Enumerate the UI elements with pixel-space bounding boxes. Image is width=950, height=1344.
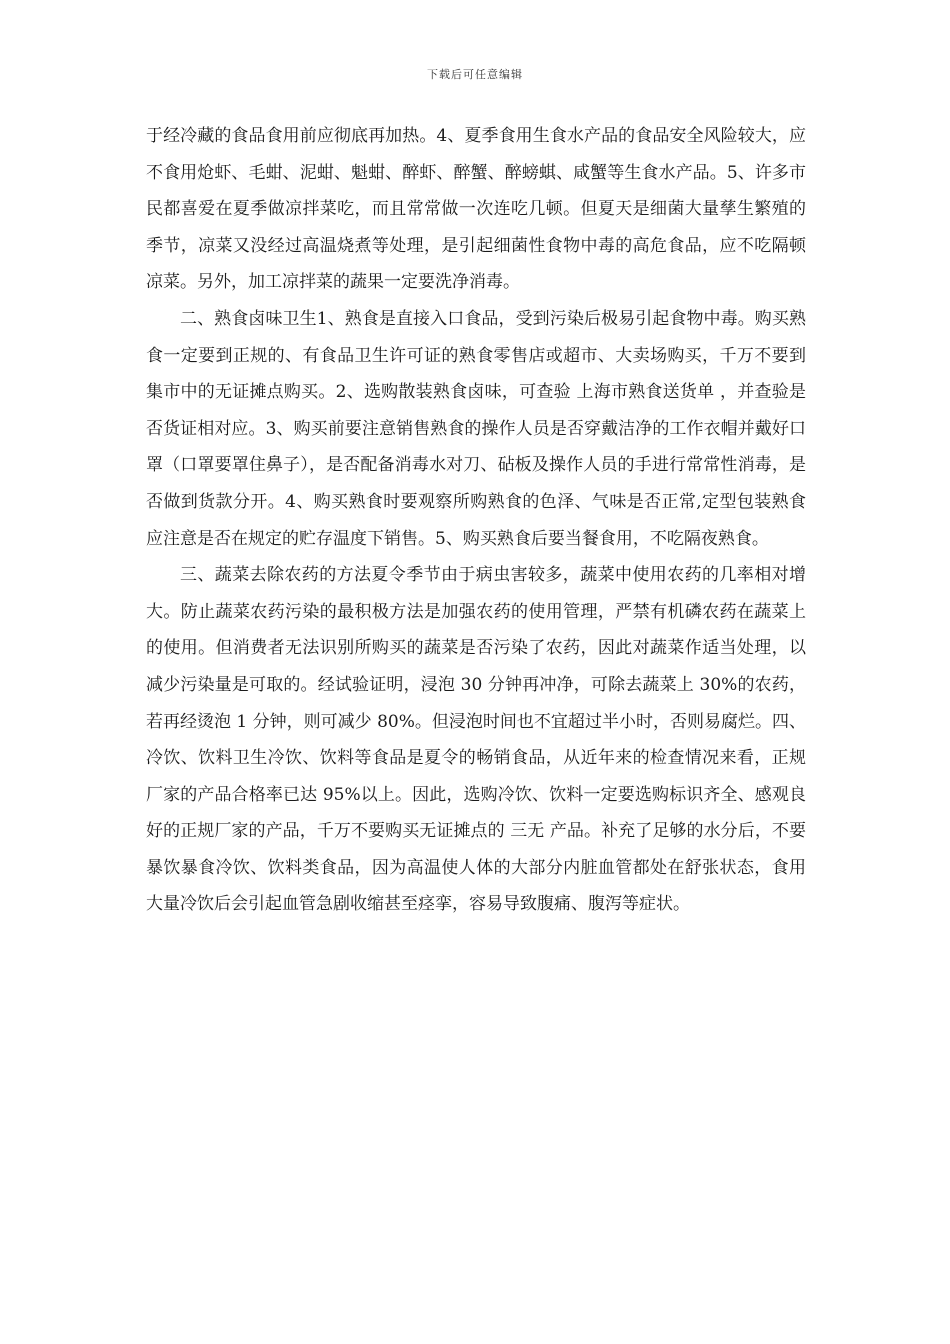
paragraph-vegetable-pesticide: 三、蔬菜去除农药的方法夏令季节由于病虫害较多，蔬菜中使用农药的几率相对增大。防止蔬菜农药污染的最积极方法是加强农药的使用管理，严禁有机磷农药在蔬菜上的使用。但消费者无法识别所购买的蔬菜是否污染了农药，因此对蔬菜作适当处理，以减少污染量是可取的。经试验证明，浸泡 30 分钟再冲净，可除去蔬菜上 30%的农药，若再经烫泡 1 分钟，则可减少 80%。但浸泡时间也不宜超过半小时，否则易腐烂。四、冷饮、饮料卫生冷饮、饮料等食品是夏令的畅销食品，从近年来的检查情况来看，正规厂家的产品合格率已达 95%以上。因此，选购冷饮、饮料一定要选购标识齐全、感观良好的正规厂家的产品，千万不要购买无证摊点的 三无 产品。补充了足够的水分后，不要暴饮暴食冷饮、饮料类食品，因为高温使人体的大部分内脏血管都处在舒张状态，食用大量冷饮后会引起血管急剧收缩甚至痉挛，容易导致腹痛、腹泻等症状。 bbox=[146, 565, 806, 915]
paragraph-food-storage: 于经冷藏的食品食用前应彻底再加热。4、夏季食用生食水产品的食品安全风险较大，应不食用炝虾、毛蚶、泥蚶、魁蚶、醉虾、醉蟹、醉螃蜞、咸蟹等生食水产品。5、许多市民都喜爱在夏季做凉拌菜吃，而且常常做一次连吃几顿。但夏天是细菌大量孳生繁殖的季节，凉菜又没经过高温烧煮等处理，是引起细菌性食物中毒的高危食品，应不吃隔顿凉菜。另外，加工凉拌菜的蔬果一定要洗净消毒。 bbox=[146, 126, 806, 293]
paragraph-cooked-food-hygiene: 二、熟食卤味卫生1、熟食是直接入口食品，受到污染后极易引起食物中毒。购买熟食一定要到正规的、有食品卫生许可证的熟食零售店或超市、大卖场购买，千万不要到集市中的无证摊点购买。2、选购散装熟食卤味，可查验 上海市熟食送货单 ，并查验是否货证相对应。3、购买前要注意销售熟食的操作人员是否穿戴洁净的工作衣帽并戴好口罩（口罩要罩住鼻子），是否配备消毒水对刀、砧板及操作人员的手进行常常性消毒，是否做到货款分开。4、购买熟食时要观察所购熟食的色泽、气味是否正常,定型包装熟食应注意是否在规定的贮存温度下销售。5、购买熟食后要当餐食用，不吃隔夜熟食。 bbox=[146, 308, 806, 549]
page-header: 下载后可任意编辑 bbox=[427, 68, 523, 81]
document-body bbox=[146, 118, 806, 923]
